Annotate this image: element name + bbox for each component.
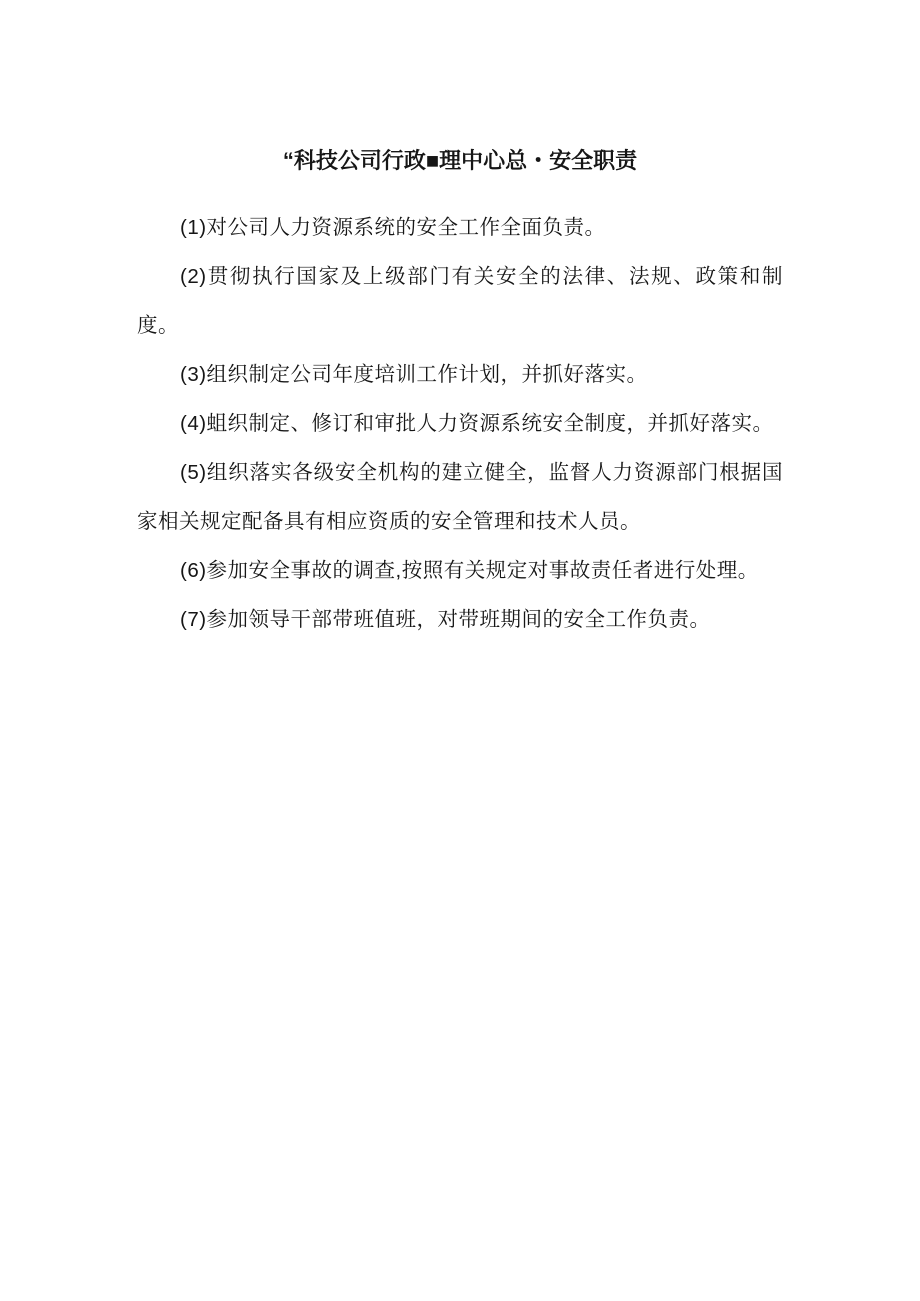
document-content — [137, 148, 783, 644]
duty-item-7: (7)参加领导干部带班值班，对带班期间的安全工作负责。 — [180, 608, 711, 631]
duty-item-4: (4)蛆织制定、修订和审批人力资源系统安全制度，并抓好落实。 — [180, 412, 774, 435]
duty-item-2: (2)贯彻执行国家及上级部门有关安全的法律、法规、政策和制度。 — [137, 265, 783, 337]
document-title: “科技公司行政■理中心总・安全职责 — [282, 148, 638, 173]
duty-item-3: (3)组织制定公司年度培训工作计划，并抓好落实。 — [180, 363, 648, 386]
duty-item-5: (5)组织落实各级安全机构的建立健全，监督人力资源部门根据国家相关规定配备具有相应资质的安全管理和技术人员。 — [137, 461, 783, 533]
duty-item-1: (1)对公司人力资源系统的安全工作全面负责。 — [180, 216, 606, 239]
duty-item-6: (6)参加安全事故的调查,按照有关规定对事故责任者进行处理。 — [180, 559, 759, 582]
